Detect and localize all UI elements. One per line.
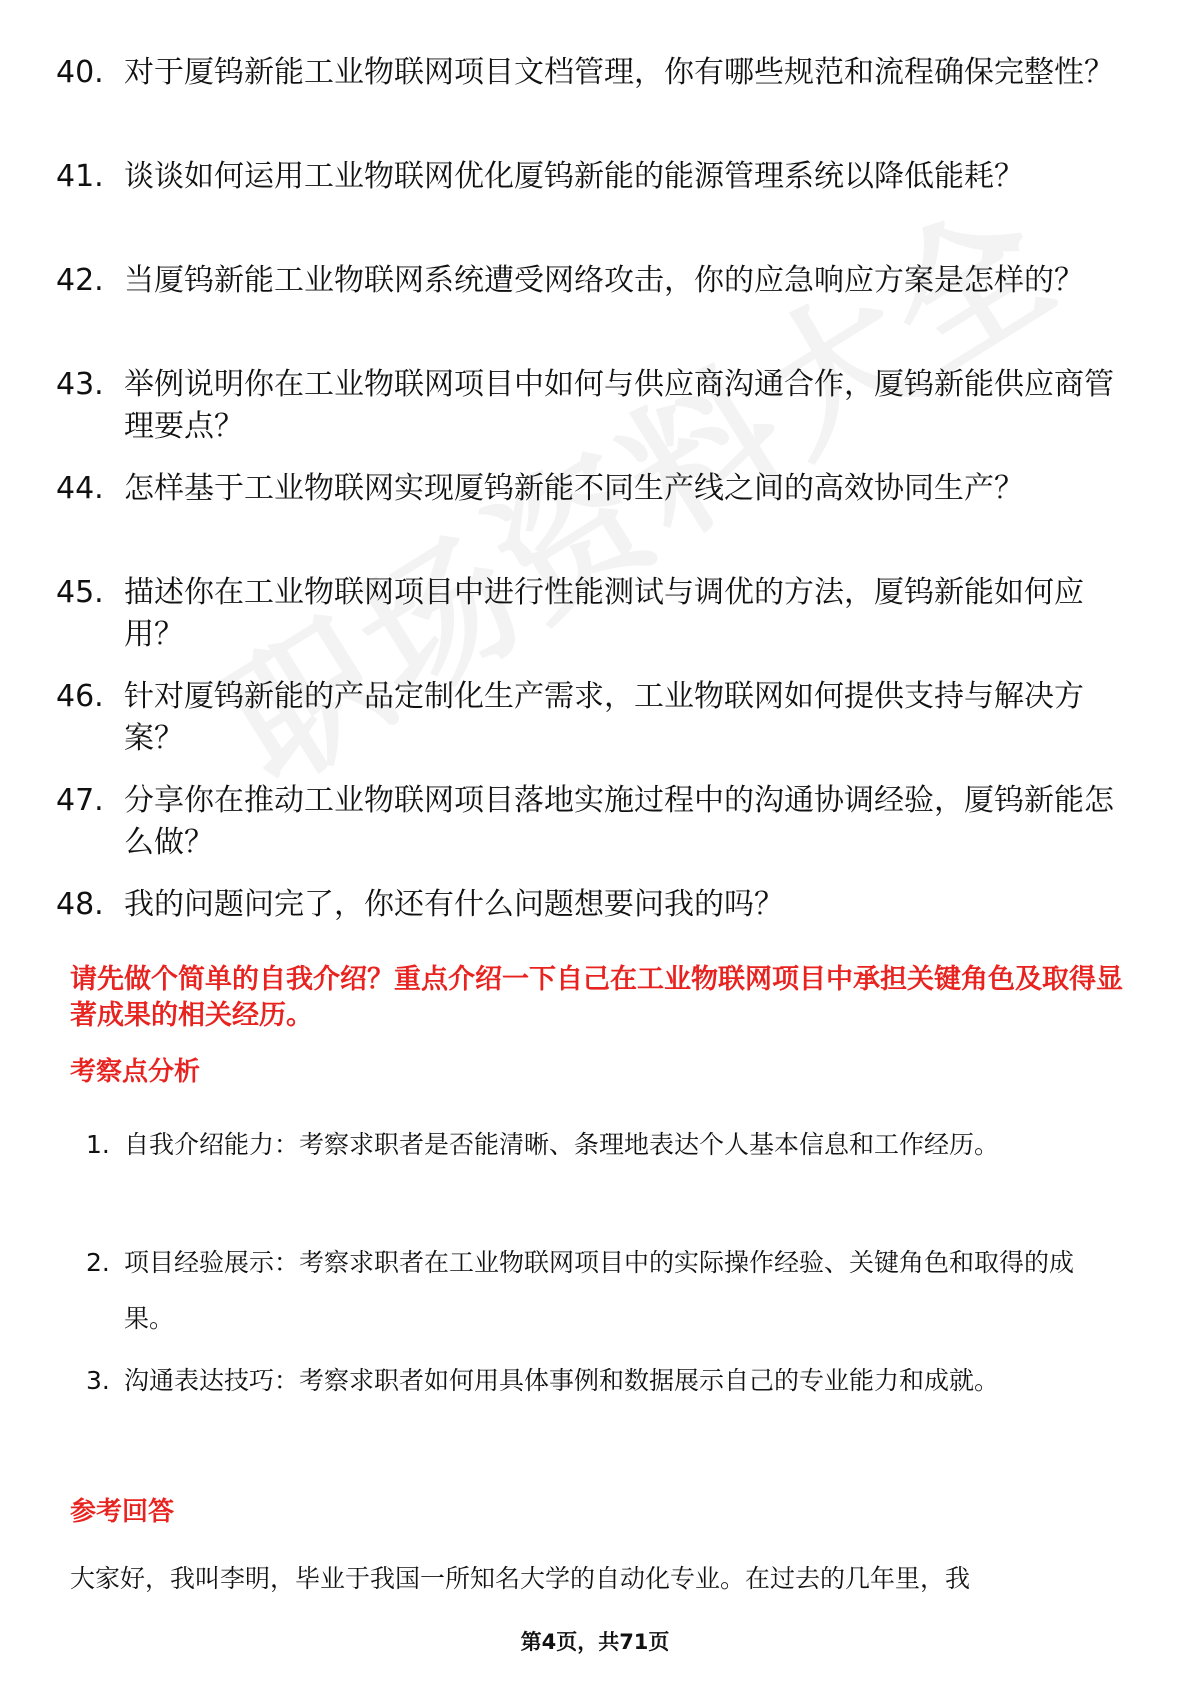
item-number: 45. bbox=[56, 575, 104, 610]
list-item bbox=[0, 572, 1190, 676]
item-number: 43. bbox=[56, 367, 104, 402]
list-item bbox=[0, 1235, 1190, 1353]
question-text: 举例说明你在工业物联网项目中如何与供应商沟通合作，厦钨新能供应商管理要点？ bbox=[124, 367, 1114, 444]
question-text: 针对厦钨新能的产品定制化生产需求，工业物联网如何提供支持与解决方案？ bbox=[124, 679, 1084, 756]
question-text: 我的问题问完了，你还有什么问题想要问我的吗？ bbox=[124, 887, 784, 922]
item-number: 40. bbox=[56, 55, 104, 90]
question-text: 谈谈如何运用工业物联网优化厦钨新能的能源管理系统以降低能耗？ bbox=[124, 159, 1024, 194]
question-text: 当厦钨新能工业物联网系统遭受网络攻击，你的应急响应方案是怎样的？ bbox=[124, 263, 1084, 298]
question-text: 描述你在工业物联网项目中进行性能测试与调优的方法，厦钨新能如何应用？ bbox=[124, 575, 1084, 652]
highlighted-question: 请先做个简单的自我介绍？重点介绍一下自己在工业物联网项目中承担关键角色及取得显著成果的相关经历。 bbox=[70, 964, 1123, 1031]
item-number: 42. bbox=[56, 263, 104, 298]
analysis-text: 项目经验展示：考察求职者在工业物联网项目中的实际操作经验、关键角色和取得的成果。 bbox=[124, 1248, 1075, 1333]
reference-answer-text: 大家好，我叫李明，毕业于我国一所知名大学的自动化专业。在过去的几年里，我 bbox=[70, 1564, 971, 1593]
list-item bbox=[0, 780, 1190, 884]
question-text: 对于厦钨新能工业物联网项目文档管理，你有哪些规范和流程确保完整性？ bbox=[124, 55, 1114, 90]
list-item bbox=[0, 156, 1190, 260]
list-item bbox=[0, 260, 1190, 364]
list-item bbox=[0, 52, 1190, 156]
page-footer: 第4页，共71页 bbox=[520, 1630, 670, 1654]
list-item bbox=[0, 468, 1190, 572]
item-number: 3. bbox=[86, 1366, 110, 1395]
list-item bbox=[0, 364, 1190, 468]
question-text: 怎样基于工业物联网实现厦钨新能不同生产线之间的高效协同生产？ bbox=[124, 471, 1024, 506]
list-item bbox=[0, 884, 1190, 944]
list-item bbox=[0, 1353, 1190, 1471]
item-number: 46. bbox=[56, 679, 104, 714]
item-number: 47. bbox=[56, 783, 104, 818]
question-text: 分享你在推动工业物联网项目落地实施过程中的沟通协调经验，厦钨新能怎么做？ bbox=[124, 783, 1114, 860]
item-number: 2. bbox=[86, 1248, 110, 1277]
question-list bbox=[0, 52, 1190, 944]
reference-title: 参考回答 bbox=[70, 1497, 175, 1527]
analysis-text: 自我介绍能力：考察求职者是否能清晰、条理地表达个人基本信息和工作经历。 bbox=[124, 1130, 1000, 1159]
analysis-text: 沟通表达技巧：考察求职者如何用具体事例和数据展示自己的专业能力和成就。 bbox=[124, 1366, 1000, 1395]
item-number: 44. bbox=[56, 471, 104, 506]
list-item bbox=[0, 1117, 1190, 1235]
item-number: 48. bbox=[56, 887, 104, 922]
list-item bbox=[0, 676, 1190, 780]
analysis-title: 考察点分析 bbox=[70, 1057, 201, 1087]
item-number: 1. bbox=[86, 1130, 110, 1159]
item-number: 41. bbox=[56, 159, 104, 194]
